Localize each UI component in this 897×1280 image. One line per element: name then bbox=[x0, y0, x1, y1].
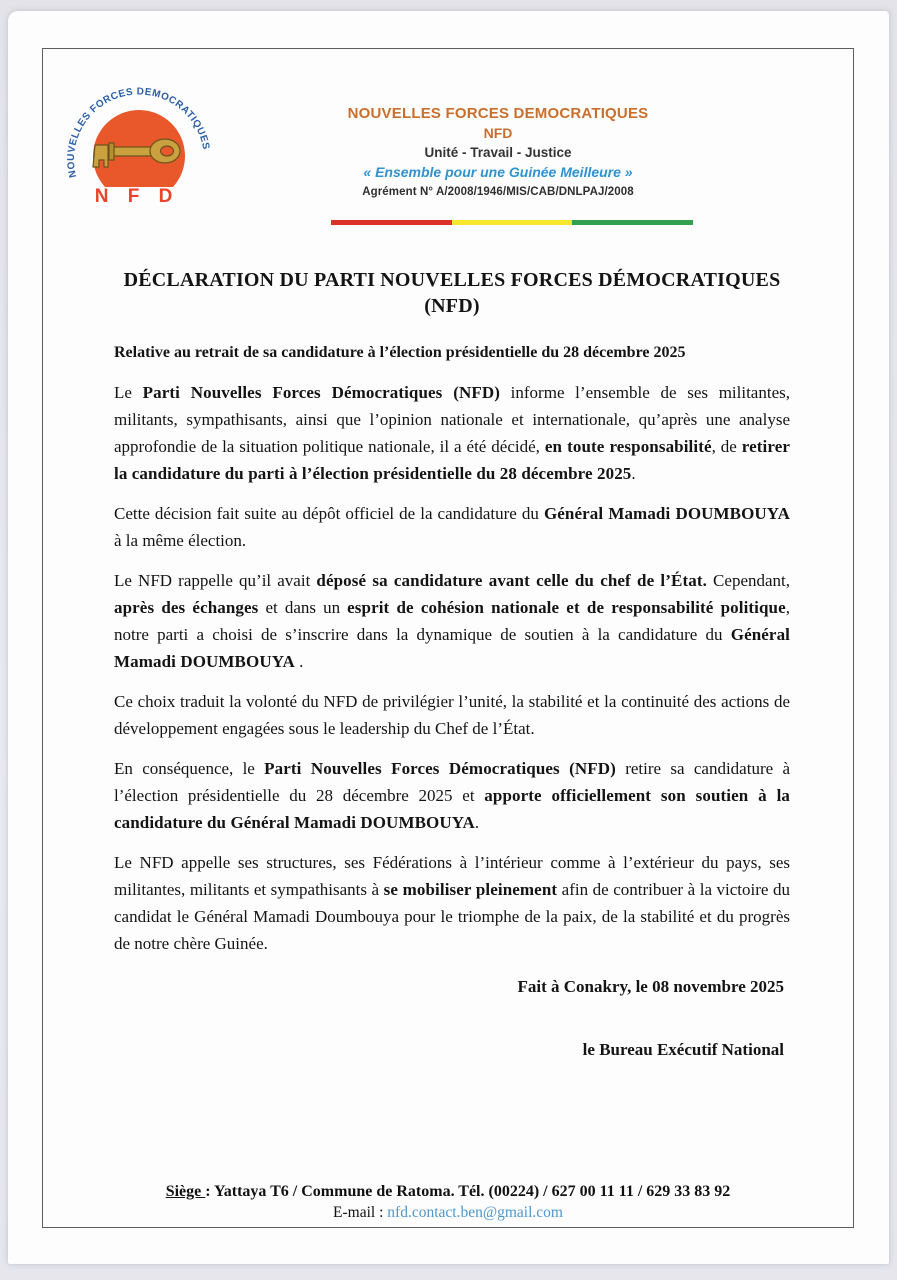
document-title-line1: DÉCLARATION DU PARTI NOUVELLES FORCES DÉMOCRATIQUES bbox=[123, 269, 781, 291]
signature-block: le Bureau Exécutif National bbox=[582, 1040, 784, 1059]
party-slogan: « Ensemble pour une Guinée Meilleure » bbox=[363, 164, 633, 181]
paragraphs bbox=[114, 379, 790, 957]
nfd-logo bbox=[61, 71, 217, 207]
document-title-line2: (NFD) bbox=[424, 295, 480, 317]
email-link: nfd.contact.ben@gmail.com bbox=[387, 1204, 563, 1221]
page-footer bbox=[43, 1183, 853, 1222]
flag-divider bbox=[331, 220, 693, 225]
paragraph: Le NFD rappelle qu’il avait déposé sa candidature avant celle du chef de l’État. Cependant, après des échanges et dans un esprit de cohésion nationale et de responsabilité politique, notre parti a choisi de s’inscrire dans la dynamique de soutien à la candidature du Général Mamadi DOUMBOUYA . bbox=[114, 571, 791, 671]
document-body bbox=[114, 267, 790, 1063]
paragraph: Le NFD appelle ses structures, ses Fédérations à l’intérieur comme à l’extérieur du pays, ses militantes, militants et sympathisants à se mobiliser pleinement afin de contribuer à la victoire du candidat le Général Mamadi Doumbouya pour le triomphe de la paix, de la stabilité et du progrès de notre chère Guinée. bbox=[114, 853, 790, 953]
flag-green-segment bbox=[572, 220, 693, 225]
logo-acronym: N F D bbox=[94, 186, 180, 207]
footer-address-text: : Yattaya T6 / Commune de Ratoma. Tél. (00224) / 627 00 11 11 / 629 33 83 92 bbox=[205, 1183, 731, 1200]
logo-arc-text: NOUVELLES FORCES DEMOCRATIQUES bbox=[65, 86, 212, 179]
party-name: NOUVELLES FORCES DEMOCRATIQUES bbox=[347, 105, 649, 122]
footer-email-label: E-mail : bbox=[333, 1204, 388, 1221]
footer-email-line bbox=[43, 1204, 853, 1222]
party-motto: Unité - Travail - Justice bbox=[424, 145, 572, 161]
paragraph: Le Parti Nouvelles Forces Démocratiques (NFD) informe l’ensemble de ses militantes, militants, sympathisants, ainsi que l’opinion nationale et internationale, qu’après une analyse approfondie de la situation politique nationale, il a été décidé, en toute responsabilité, de retirer la candidature du parti à l’élection présidentielle du 28 décembre 2025. bbox=[114, 383, 790, 483]
closing-date: Fait à Conakry, le 08 novembre 2025 bbox=[517, 977, 784, 996]
document-title bbox=[114, 267, 790, 319]
paragraph: Cette décision fait suite au dépôt officiel de la candidature du Général Mamadi DOUMBOUYA à la même élection. bbox=[114, 504, 790, 550]
footer-address bbox=[43, 1183, 853, 1201]
footer-address-label: Siège bbox=[165, 1183, 206, 1200]
party-acronym: NFD bbox=[483, 124, 513, 141]
flag-red-segment bbox=[331, 220, 452, 225]
flag-yellow-segment bbox=[452, 220, 573, 225]
paragraph: Ce choix traduit la volonté du NFD de privilégier l’unité, la stabilité et la continuité des actions de développement engagées sous le leadership du Chef de l’État. bbox=[114, 692, 790, 738]
document-subject: Relative au retrait de sa candidature à l’élection présidentielle du 28 décembre 2025 bbox=[114, 344, 686, 361]
accreditation-number: Agrément N° A/2008/1946/MIS/CAB/DNLPAJ/2008 bbox=[362, 185, 634, 198]
letterhead bbox=[298, 105, 698, 199]
document-page bbox=[8, 11, 889, 1264]
page-border-frame bbox=[42, 48, 854, 1228]
paragraph: En conséquence, le Parti Nouvelles Forces Démocratiques (NFD) retire sa candidature à l’élection présidentielle du 28 décembre 2025 et apporte officiellement son soutien à la candidature du Général Mamadi DOUMBOUYA. bbox=[114, 759, 790, 832]
